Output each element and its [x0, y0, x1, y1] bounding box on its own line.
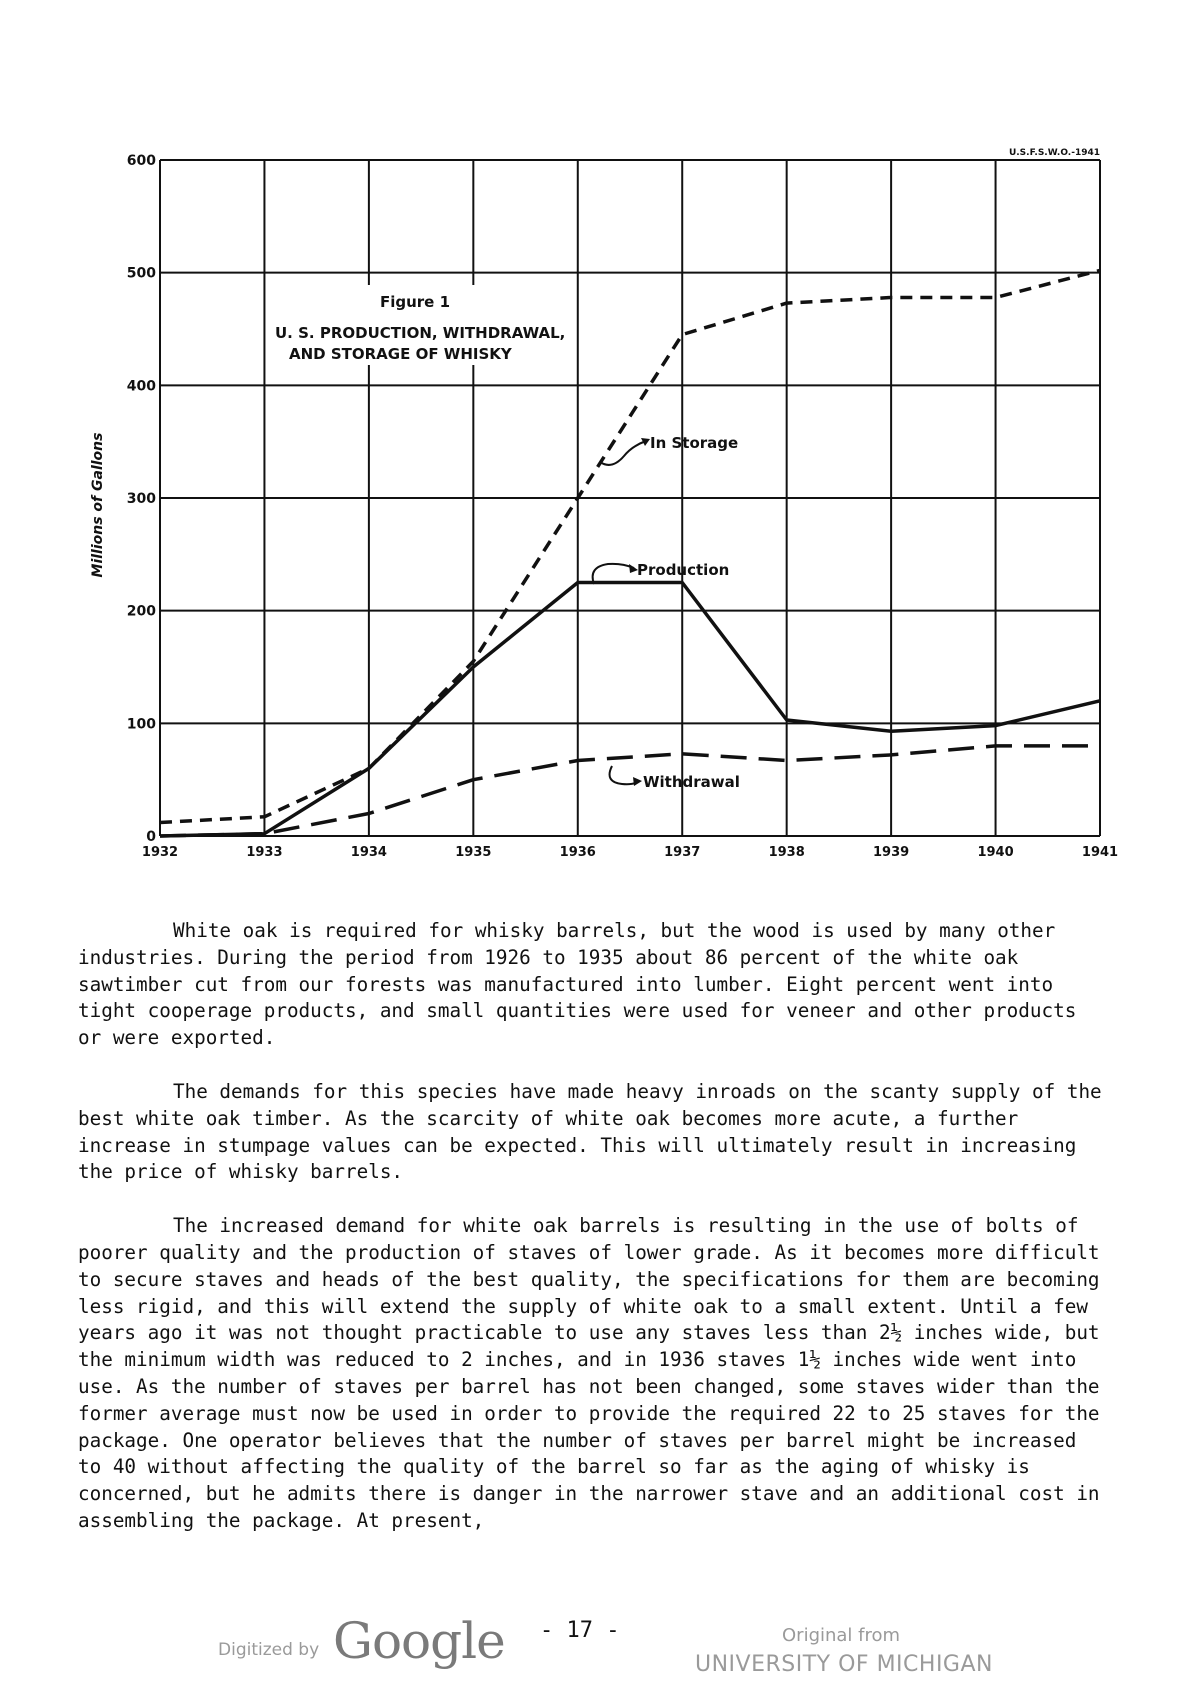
x-tick-label: 1941 — [1081, 845, 1119, 860]
label-production: Production — [637, 561, 730, 579]
x-tick-label: 1938 — [768, 845, 805, 860]
series-line-withdrawal — [160, 746, 1100, 836]
y-tick-label: 200 — [126, 603, 156, 620]
y-tick-label: 0 — [146, 829, 156, 845]
body-text — [78, 918, 1108, 1562]
storage-pointer-arrow — [600, 441, 646, 465]
digitized-by-text: Digitized by — [218, 1640, 320, 1660]
figure-caption-line-3: AND STORAGE OF WHISKY — [289, 345, 512, 363]
chart-grid — [160, 160, 1100, 836]
figure-caption-line-2: U. S. PRODUCTION, WITHDRAWAL, — [275, 324, 566, 342]
university-of-michigan-text: UNIVERSITY OF MICHIGAN — [695, 1652, 993, 1677]
withdrawal-pointer-arrowhead — [633, 777, 642, 786]
y-tick-label: 500 — [126, 265, 156, 282]
figure-code: U.S.F.S.W.O.-1941 — [1008, 148, 1100, 158]
label-in-storage: In Storage — [650, 434, 739, 452]
y-tick-label: 600 — [126, 153, 156, 169]
y-tick-label: 300 — [126, 491, 156, 507]
x-axis-ticks — [142, 845, 1118, 860]
x-tick-label: 1936 — [559, 845, 596, 860]
x-tick-label: 1935 — [455, 845, 492, 860]
y-axis-ticks — [127, 153, 156, 845]
paragraph-increased-demand: The increased demand for white oak barrels is resulting in the use of bolts of poorer quality and the production of staves of lower grade. As it becomes more difficult to secure staves and heads of the best quality, the specifications for them are becoming less rigid, and this will extend the supply of white oak to a small extent. Until a few years ago it was not thought practicable to use any staves less than 2½ inches wide, but the minimum width was reduced to 2 inches, and in 1936 staves 1½ inches wide went into use. As the number of staves per barrel has not been changed, some staves wider than the former average must now be used in order to provide the required 22 to 25 staves for the package. One operator believes that the number of staves per barrel might be increased to 40 without affecting the quality of the barrel so far as the aging of whisky is concerned, but he admits there is danger in the narrower stave and an additional cost in assembling the package. At present, — [78, 1214, 1100, 1532]
y-axis-label: Millions of Gallons — [90, 432, 106, 578]
x-tick-label: 1937 — [664, 845, 701, 860]
page-number: - 17 - — [540, 1618, 620, 1643]
x-tick-label: 1932 — [141, 845, 179, 860]
y-tick-label: 100 — [126, 716, 156, 733]
x-tick-label: 1933 — [246, 845, 283, 860]
x-tick-label: 1939 — [873, 845, 910, 860]
paragraph-demands: The demands for this species have made heavy inroads on the scanty supply of the best white oak timber. As the scarcity of white oak becomes more acute, a further increase in stumpage values can be expected. This will ultimately result in increasing the price of whisky barrels. — [78, 1079, 1102, 1184]
google-logo: Google — [333, 1612, 505, 1670]
y-tick-label: 400 — [126, 378, 156, 395]
figure-caption-title: Figure 1 — [379, 293, 451, 311]
x-tick-label: 1940 — [977, 845, 1014, 860]
original-from-text: Original from — [782, 1625, 901, 1646]
label-withdrawal: Withdrawal — [643, 773, 740, 791]
paragraph-white-oak-uses: White oak is required for whisky barrels, but the wood is used by many other industries. During the period from 1926 to 1935 about 86 percent of the white oak sawtimber cut from our forests was manufactured into lumber. Eight percent went into tight cooperage products, and small quantities were used for veneer and other products or were exported. — [78, 919, 1077, 1050]
x-tick-label: 1934 — [350, 845, 387, 860]
